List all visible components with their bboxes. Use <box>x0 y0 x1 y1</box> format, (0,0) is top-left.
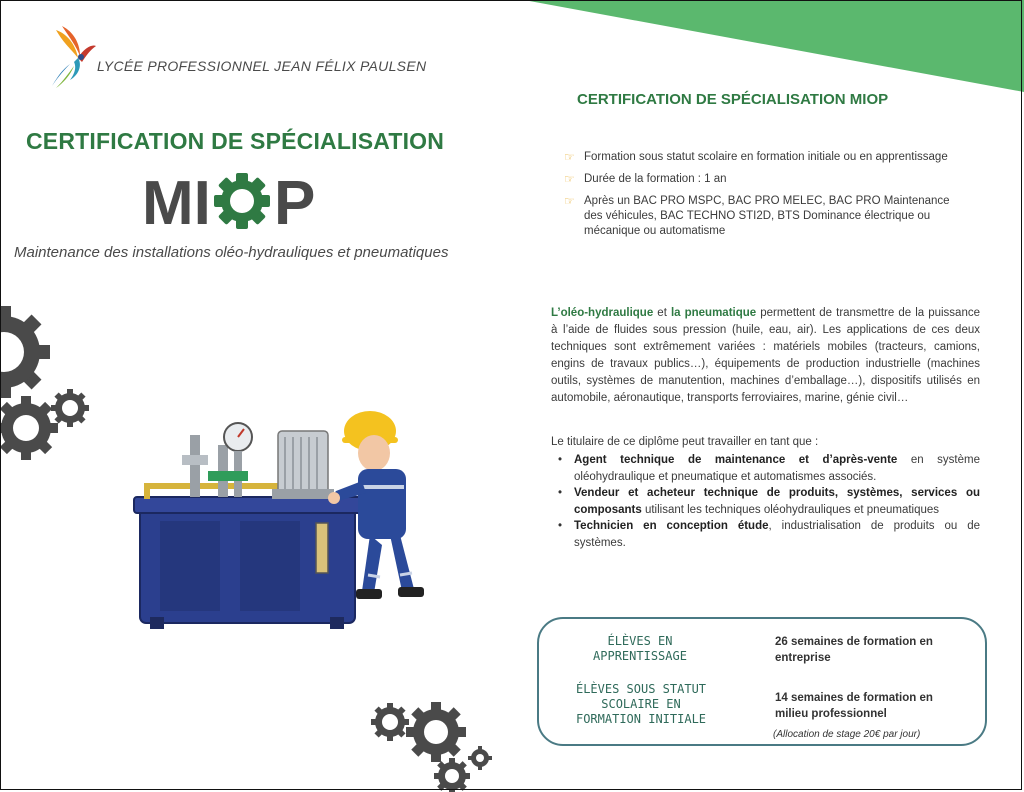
school-status-label: ÉLÈVES SOUS STATUT SCOLAIRE EN FORMATION INITIALE <box>575 682 707 726</box>
apprenticeship-value: 26 semaines de formation en entreprise <box>775 636 933 664</box>
pointing-hand-icon: ☞ <box>564 194 575 208</box>
miop-logo-text: MI <box>142 170 211 232</box>
subtitle: Maintenance des installations oléo-hydrauliques et pneumatiques <box>14 244 449 261</box>
miop-logo <box>142 170 322 232</box>
green-triangle-decoration <box>524 0 1024 95</box>
jobs-intro: Le titulaire de ce diplôme peut travailler en tant que : <box>551 436 819 448</box>
left-title: CERTIFICATION DE SPÉCIALISATION <box>26 128 445 154</box>
allocation-note: (Allocation de stage 20€ par jour) <box>773 729 921 740</box>
list-item: • Technicien en conception étude, industrialisation de produits ou de systèmes. <box>556 518 980 551</box>
description-paragraph: L’oléo-hydraulique et la pneumatique permettent de transmettre de la puissance à l’aide de fluides sous pression (huile, eau, air). Les applications de ces deux techniques sont extrêmement variées : matériels mobiles (tracteurs, camions, engins de travaux publics…), équipements de production industrielle (machines outils, systèmes de manutention, machines d’emballage…), dispositifs utilisés en automobile, aéronautique, transports ferroviaires, marine, génie civil… <box>551 307 980 404</box>
list-item: • Vendeur et acheteur technique de produits, systèmes, services ou composants utilisant les techniques oléohydrauliques et pneumatiques <box>556 485 980 518</box>
list-item: ☞ Durée de la formation : 1 an <box>564 172 727 186</box>
gears-bottom-decoration <box>370 698 495 792</box>
worker-illustration <box>130 395 440 635</box>
list-item: ☞ Après un BAC PRO MSPC, BAC PRO MELEC, BAC PRO Maintenance des véhicules, BAC TECHNO STI2D, BTS Dominance électrique ou mécanique ou automatisme <box>564 194 950 237</box>
list-item: ☞ Formation sous statut scolaire en formation initiale ou en apprentissage <box>564 150 948 164</box>
svg-text:P: P <box>274 170 316 232</box>
bird-logo-icon <box>48 24 98 89</box>
school-status-value: 14 semaines de formation en milieu professionnel <box>775 692 933 720</box>
pointing-hand-icon: ☞ <box>564 172 575 186</box>
jobs-list <box>556 452 980 551</box>
pointing-hand-icon: ☞ <box>564 150 575 164</box>
gears-left-decoration <box>0 300 95 470</box>
info-bullet-list <box>564 150 964 246</box>
gear-icon <box>370 698 417 749</box>
gear-o-icon <box>202 170 281 232</box>
gear-icon <box>394 698 479 774</box>
right-title: CERTIFICATION DE SPÉCIALISATION MIOP <box>577 91 889 108</box>
list-item: • Agent technique de maintenance et d’après-vente en système oléohydraulique et pneumatique et automatismes associés. <box>556 452 980 485</box>
gear-icon <box>468 746 492 770</box>
school-name: LYCÉE PROFESSIONNEL JEAN FÉLIX PAULSEN <box>97 58 427 74</box>
apprenticeship-label: ÉLÈVES EN APPRENTISSAGE <box>593 634 687 663</box>
